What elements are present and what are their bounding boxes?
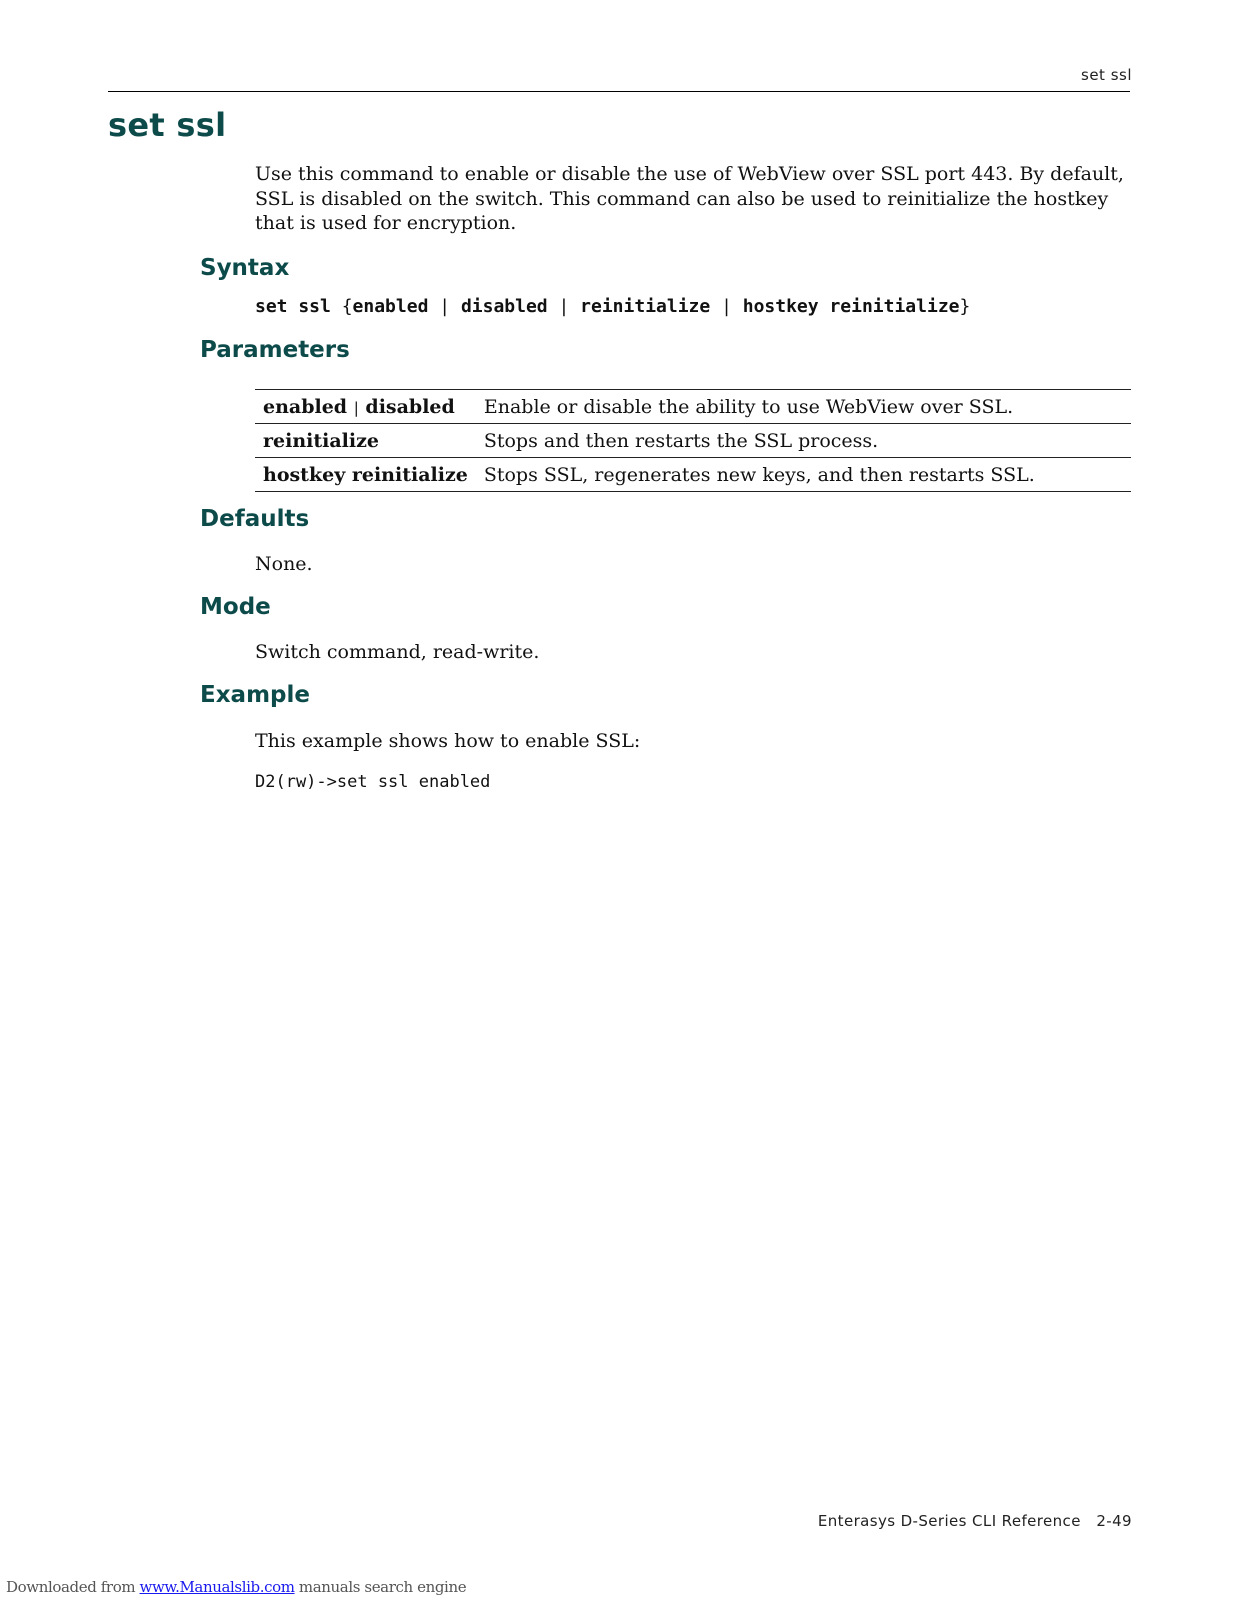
running-header: set ssl (1081, 66, 1132, 84)
param-description: Stops SSL, regenerates new keys, and then restarts SSL. (483, 463, 1035, 486)
syntax-option-enabled: enabled (352, 296, 429, 317)
param-description: Stops and then restarts the SSL process. (483, 429, 879, 452)
param-name (255, 390, 476, 424)
param-name: hostkey reinitialize (263, 463, 468, 486)
param-description: Enable or disable the ability to use WebView over SSL. (483, 395, 1014, 418)
footer-book-title: Enterasys D-Series CLI Reference (817, 1512, 1081, 1530)
intro-paragraph: Use this command to enable or disable the use of WebView over SSL port 443. By default, SSL is disabled on the switch. This command can also be used to reinitialize the hostkey that is used for encryption. (255, 163, 1124, 234)
syntax-option-reinitialize: reinitialize (580, 296, 711, 317)
param-name-enabled: enabled (263, 395, 348, 418)
syntax-heading: Syntax (200, 255, 290, 281)
defaults-heading: Defaults (200, 506, 310, 532)
parameters-heading: Parameters (200, 337, 350, 363)
example-command: D2(rw)->set ssl enabled (255, 772, 491, 792)
manualslib-link[interactable]: www.Manualslib.com (139, 1578, 295, 1596)
syntax-command: set ssl (255, 296, 331, 317)
defaults-text: None. (255, 553, 313, 575)
syntax-separator: | (558, 296, 570, 317)
download-note (6, 1578, 466, 1596)
table-row (255, 458, 1131, 492)
download-suffix: manuals search engine (298, 1578, 467, 1596)
header-rule (108, 91, 1130, 92)
syntax-separator: | (439, 296, 451, 317)
page-title: set ssl (108, 106, 227, 144)
footer-page-number: 2-49 (1096, 1512, 1132, 1530)
page-footer (818, 1512, 1132, 1530)
param-name-disabled: disabled (365, 395, 455, 418)
syntax-close-brace: } (959, 296, 971, 317)
param-name-separator: | (353, 398, 359, 417)
mode-heading: Mode (200, 594, 271, 620)
table-row (255, 424, 1131, 458)
param-name: reinitialize (263, 429, 379, 452)
syntax-separator: | (721, 296, 732, 317)
example-text: This example shows how to enable SSL: (255, 730, 641, 752)
parameters-table (255, 389, 1131, 492)
example-heading: Example (200, 682, 310, 708)
download-prefix: Downloaded from (6, 1578, 136, 1596)
table-row (255, 390, 1131, 424)
syntax-option-hostkey-reinitialize: hostkey reinitialize (742, 296, 960, 317)
syntax-open-brace: { (341, 296, 353, 317)
syntax-option-disabled: disabled (460, 296, 548, 317)
syntax-line (255, 296, 970, 317)
mode-text: Switch command, read-write. (255, 641, 540, 663)
